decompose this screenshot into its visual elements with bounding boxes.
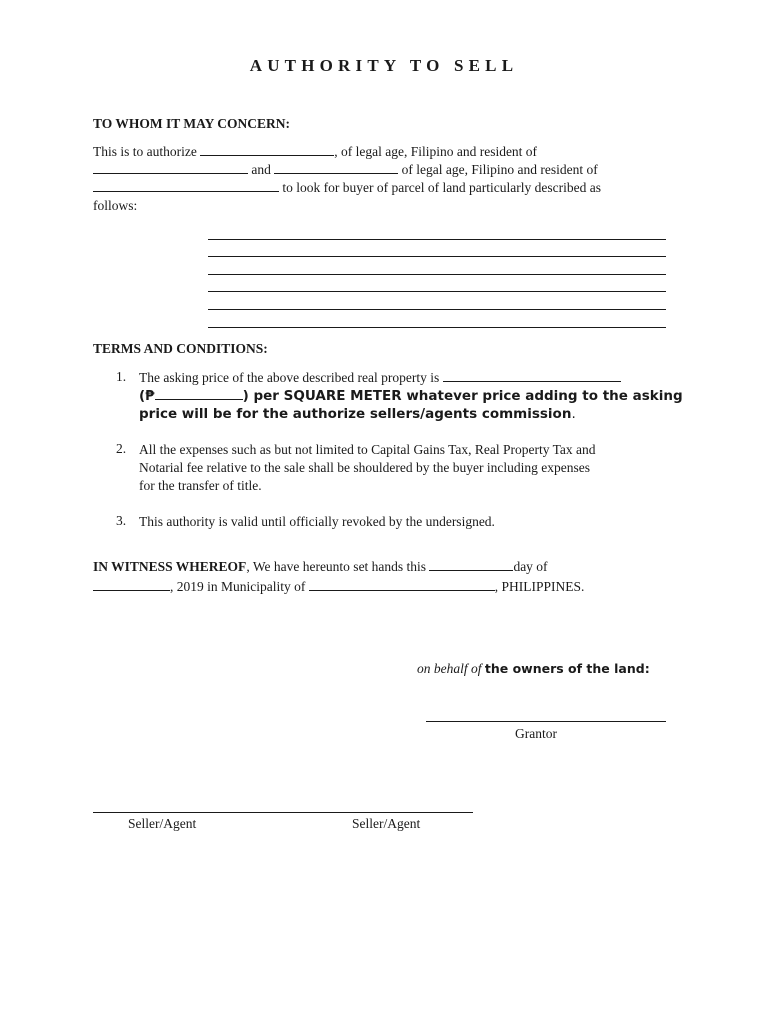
document-title: AUTHORITY TO SELL — [249, 56, 519, 75]
intro-text: to look for buyer of parcel of land particularly described as — [282, 180, 602, 195]
intro-line-4: follows: — [93, 198, 138, 213]
second-authorized-name-blank[interactable] — [274, 161, 398, 174]
grantor-signature-line[interactable] — [426, 721, 666, 722]
municipality-blank[interactable] — [309, 578, 495, 591]
property-description-line[interactable] — [208, 291, 666, 292]
witness-text: , We have hereunto set hands this — [246, 559, 427, 574]
residence-blank[interactable] — [93, 161, 248, 174]
term-2-line-2: Notarial fee relative to the sale shall be shouldered by the buyer including expenses — [139, 460, 590, 475]
grantor-label: Grantor — [515, 726, 557, 741]
property-description-line[interactable] — [208, 239, 666, 240]
behalf-italic: on behalf of — [417, 661, 482, 676]
property-description-line[interactable] — [208, 274, 666, 275]
salutation: TO WHOM IT MAY CONCERN: — [93, 116, 291, 131]
term-3-line-1: This authority is valid until officially revoked by the undersigned. — [139, 514, 495, 529]
intro-text: , of legal age, Filipino and resident of — [334, 144, 538, 159]
intro-line-1 — [93, 143, 537, 161]
price-per-sqm-blank[interactable] — [155, 387, 243, 400]
witness-text: , 2019 in Municipality of — [170, 579, 306, 594]
witness-lead: IN WITNESS WHEREOF — [93, 559, 247, 574]
intro-text: This is to authorize — [93, 144, 197, 159]
term-text: ) per SQUARE METER whatever price adding to the asking — [242, 388, 683, 404]
witness-line-1 — [93, 558, 548, 576]
term-2-line-1: All the expenses such as but not limited to Capital Gains Tax, Real Property Tax and — [139, 442, 596, 457]
term-text: price will be for the authorize sellers/agents commission — [139, 406, 572, 422]
behalf-bold: the owners of the land: — [484, 661, 650, 676]
intro-line-2 — [93, 161, 598, 179]
term-1-line-3 — [139, 405, 576, 423]
property-description-line[interactable] — [208, 256, 666, 257]
terms-heading: TERMS AND CONDITIONS: — [93, 341, 268, 356]
term-text: The asking price of the above described real property is — [139, 370, 440, 385]
month-blank[interactable] — [93, 578, 170, 591]
asking-price-blank[interactable] — [443, 369, 621, 382]
peso-open: (₱ — [139, 388, 155, 404]
authorized-name-blank[interactable] — [200, 143, 334, 156]
intro-text: and — [251, 162, 271, 177]
term-number: 3. — [116, 513, 127, 528]
property-description-line[interactable] — [208, 309, 666, 310]
witness-text: , PHILIPPINES. — [494, 579, 585, 594]
witness-line-2 — [93, 578, 584, 596]
seller-agent-label: Seller/Agent — [352, 816, 421, 831]
second-residence-blank[interactable] — [93, 179, 279, 192]
witness-text: day of — [513, 559, 548, 574]
term-number: 2. — [116, 441, 127, 456]
term-1-line-2 — [139, 387, 683, 405]
day-blank[interactable] — [429, 558, 513, 571]
seller-agent-label: Seller/Agent — [128, 816, 197, 831]
behalf-line — [417, 661, 650, 677]
intro-text: of legal age, Filipino and resident of — [401, 162, 598, 177]
seller-signature-line[interactable] — [93, 812, 473, 813]
term-2-line-3: for the transfer of title. — [139, 478, 262, 493]
intro-line-3 — [93, 179, 601, 197]
term-number: 1. — [116, 369, 127, 384]
term-end: . — [571, 406, 576, 422]
term-1-line-1 — [139, 369, 621, 387]
property-description-line[interactable] — [208, 327, 666, 328]
